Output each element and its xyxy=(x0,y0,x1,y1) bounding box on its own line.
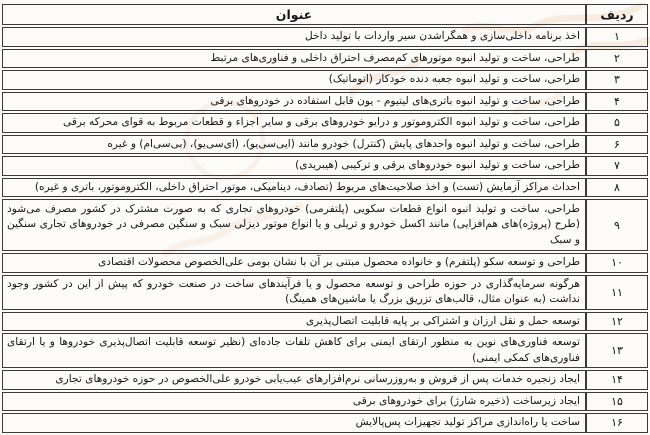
table-row xyxy=(2,156,648,176)
table-row xyxy=(2,333,648,368)
row-title: طراحی و توسعه سکو (پلتفرم) و خانواده محصول مبتنی بر آن با نشان بومی علی‌الخصوص محصولات اقتصادی xyxy=(2,253,586,273)
column-header-title: عنوان xyxy=(2,4,586,25)
row-title: طراحی، ساخت و تولید انبوه جعبه دنده خودکار (اتوماتیک) xyxy=(2,70,586,90)
row-number: ۱۳ xyxy=(586,333,648,368)
row-number: ۵ xyxy=(586,113,648,133)
table-row xyxy=(2,413,648,433)
table-row xyxy=(2,70,648,90)
regulation-items-table xyxy=(2,2,648,435)
table-row xyxy=(2,392,648,412)
row-number: ۸ xyxy=(586,178,648,198)
table-row xyxy=(2,27,648,47)
row-title: طراحی، ساخت و تولید انبوه باتری‌های لیتیوم - یون قابل استفاده در خودروهای برقی xyxy=(2,92,586,112)
row-number: ۱۱ xyxy=(586,275,648,310)
row-title: طراحی، ساخت و تولید انبوه انواع قطعات سکویی (پلتفرمی) خودروهای تجاری که به صورت مشترک در کشور مصرف می‌شود (طرح (پروژه)های هم‌افزایی) مانند اکسل خودرو و تریلی و یا انواع موتور دیزلی سبک و سنگین مصرفی در خودروهای تجاری سنگین و سبک xyxy=(2,199,586,251)
row-title: ایجاد زنجیره خدمات پس از فروش و به‌روزرسانی نرم‌افزارهای عیب‌یابی خودرو علی‌الخصوص در حوزه خودروهای تجاری xyxy=(2,370,586,390)
row-number: ۱۵ xyxy=(586,392,648,412)
row-number: ۱۰ xyxy=(586,253,648,273)
table-row xyxy=(2,199,648,251)
table-row xyxy=(2,113,648,133)
column-header-row-number: ردیف xyxy=(586,4,648,25)
row-title: ساخت یا راه‌اندازی مراکز تولید تجهیزات پس‌پالایش xyxy=(2,413,586,433)
row-title: توسعه فناوری‌های نوین به منظور ارتقای ایمنی برای کاهش تلفات جاده‌ای (نظیر توسعه قابلیت اتصال‌پذیری خودروها و یا ارتقای فناوری‌های کمکی ایمنی) xyxy=(2,333,586,368)
row-title: طراحی، ساخت و تولید انبوه خودروهای برقی و ترکیبی (هیبریدی) xyxy=(2,156,586,176)
table-row xyxy=(2,253,648,273)
row-number: ۱۲ xyxy=(586,312,648,332)
row-number: ۳ xyxy=(586,70,648,90)
table-row xyxy=(2,275,648,310)
table-header-row xyxy=(2,4,648,25)
table-row xyxy=(2,312,648,332)
row-title: اخذ برنامه داخلی‌سازی و همگراشدن سیر واردات با تولید داخل xyxy=(2,27,586,47)
row-number: ۱ xyxy=(586,27,648,47)
row-number: ۶ xyxy=(586,135,648,155)
row-title: احداث مراکز آزمایش (تست) و اخذ صلاحیت‌های مربوط (تصادف، دینامیکی، موتور احتراق داخلی، الکتروموتور، باتری و غیره) xyxy=(2,178,586,198)
row-number: ۱۶ xyxy=(586,413,648,433)
row-number: ۹ xyxy=(586,199,648,251)
row-title: ایجاد زیرساخت (ذخیره شارژ) برای خودروهای برقی xyxy=(2,392,586,412)
row-number: ۱۴ xyxy=(586,370,648,390)
row-title: هرگونه سرمایه‌گذاری در حوزه طراحی و توسعه محصول و یا فرآیندهای ساخت در صنعت خودرو که پیش از این در کشور وجود نداشت (به عنوان مثال، قالب‌های تزریق بزرگ یا ماشین‌های همینگ) xyxy=(2,275,586,310)
table-row xyxy=(2,370,648,390)
table-row xyxy=(2,135,648,155)
row-number: ۴ xyxy=(586,92,648,112)
table-row xyxy=(2,178,648,198)
table-row xyxy=(2,49,648,69)
row-number: ۷ xyxy=(586,156,648,176)
row-title: طراحی، ساخت و تولید انبوه واحدهای پایش (کنترل) خودرو مانند (ایی‌سی‌یو)، (ای‌سی‌یو)، (بی‌سی‌ام) و غیره xyxy=(2,135,586,155)
row-number: ۲ xyxy=(586,49,648,69)
row-title: طراحی، ساخت و تولید انبوه الکتروموتور و درایو خودروهای برقی و سایر اجزاء و قطعات مربوط به قوای محرکه برقی xyxy=(2,113,586,133)
row-title: توسعه حمل و نقل ارزان و اشتراکی بر پایه قابلیت اتصال‌پذیری xyxy=(2,312,586,332)
row-title: طراحی، ساخت و تولید انبوه موتورهای کم‌مصرف احتراق داخلی و فناوری‌های مرتبط xyxy=(2,49,586,69)
table-row xyxy=(2,92,648,112)
